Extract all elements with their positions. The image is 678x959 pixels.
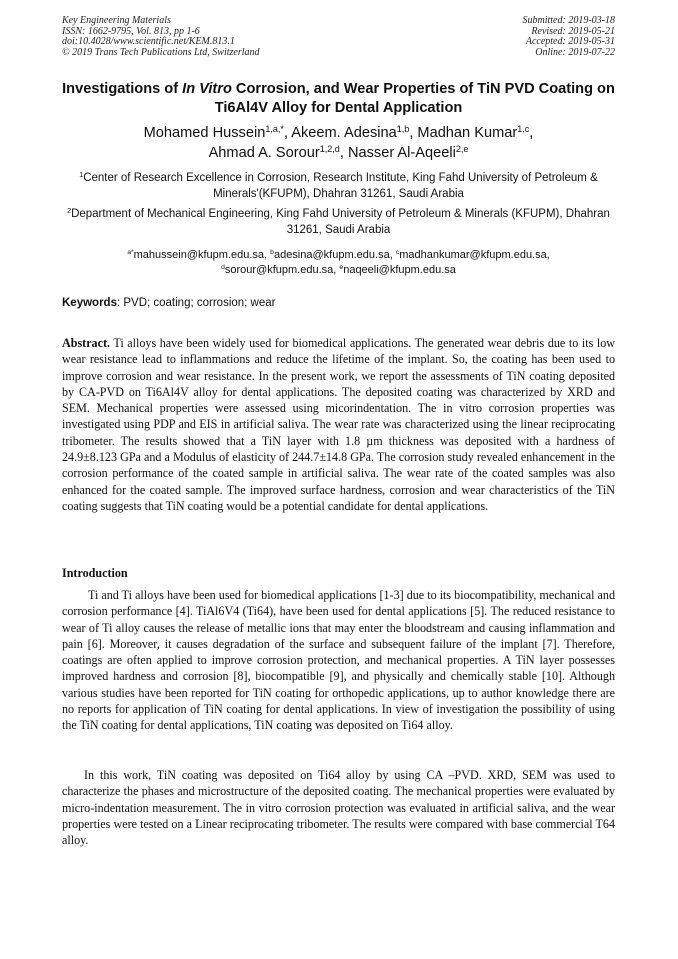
keywords-label: Keywords bbox=[62, 297, 117, 309]
author-name: Nasser Al-Aqeeli bbox=[347, 144, 456, 161]
email-superscript: b bbox=[270, 249, 274, 257]
author-name: Akeem. Adesina bbox=[291, 125, 397, 141]
email-superscript: a* bbox=[127, 249, 134, 257]
author-separator: , bbox=[409, 125, 418, 141]
email-superscript: d bbox=[221, 264, 225, 272]
author-separator: , bbox=[529, 125, 534, 141]
abstract-text: Ti alloys have been widely used for biomedical applications. The generated wear debris due to its low wear resistance lead to inflammations and reduce the lifetime of the implant. So, the coating has been used to improve corrosion and wear resistance. In the present work, we report the assessments of TiN coating deposited by CA-PVD on Ti6Al4V alloy for dental applications. The deposited coating was characterized by XRD and SEM. Mechanical properties were assessed using micorindentation. The in vitro corrosion properties was investigated using PDP and EIS in artificial saliva. The wear rate was characterized using the linear reciprocating tribometer. The results showed that a TiN layer with 1.8 µm thickness was deposited with a hardness of 24.9±8.123 GPa and a Modulus of elasticity of 244.7±14.8 GPa. The corrosion study revealed enhancement in the corrosion performance of the coated sample in artificial saliva. The wear rate of the coated samples was also enhanced for the coated sample. The improved surface hardness, corrosion and wear characteristics of the TiN coating suggests that TiN coating would be a potential candidate for dental applications. bbox=[62, 336, 615, 513]
author-superscript: 1,b bbox=[396, 124, 410, 135]
date-revised: Revised: 2019-05-21 bbox=[531, 25, 615, 37]
journal-doi[interactable]: doi:10.4028/www.scientific.net/KEM.813.1 bbox=[62, 36, 235, 47]
author-list bbox=[62, 124, 615, 163]
keywords bbox=[62, 296, 615, 311]
affiliation-text: Department of Mechanical Engineering, King Fahd University of Petroleum & Minerals (KFUPM), Dhahran 31261, Saudi Arabia bbox=[71, 208, 610, 236]
author-superscript: 1,c bbox=[517, 124, 530, 135]
affiliation-superscript: 1 bbox=[79, 171, 84, 180]
abstract bbox=[62, 335, 615, 514]
title-italic: In Vitro bbox=[182, 81, 232, 97]
affiliation-text: Center of Research Excellence in Corrosion, Research Institute, King Fahd University of Petroleum & Minerals'(KFUPM), Dhahran 31261, Saudi Arabia bbox=[83, 172, 598, 200]
journal-issn: ISSN: 1662-9795, Vol. 813, pp 1-6 bbox=[62, 25, 200, 37]
author-superscript: 2,e bbox=[455, 143, 469, 154]
introduction-paragraph-2: In this work, TiN coating was deposited on Ti64 alloy by using CA –PVD. XRD, SEM was used to characterize the phases and microstructure of the deposited coating. The mechanical properties were evaluated by micro-indentation measurement. The in vitro corrosion protection was evaluated in artificial saliva, and the wear properties were tested on a Linear reciprocating tribometer. The results were compared with base commercial T64 alloy. bbox=[62, 768, 615, 848]
affiliation-superscript: 2 bbox=[67, 207, 72, 216]
author-separator: , bbox=[283, 125, 292, 141]
email-superscript: c bbox=[395, 249, 400, 257]
email-address[interactable]: naqeeli@kfupm.edu.sa bbox=[343, 264, 456, 276]
journal-name: Key Engineering Materials bbox=[62, 15, 171, 26]
title-part-1: Investigations of bbox=[62, 81, 183, 97]
email-superscript: e bbox=[339, 264, 344, 272]
journal-info bbox=[62, 16, 260, 58]
journal-copyright: © 2019 Trans Tech Publications Ltd, Switzerland bbox=[62, 46, 260, 58]
title-part-2: Corrosion, and Wear Properties of TiN PVD Coating on Ti6Al4V Alloy for Dental Application bbox=[214, 81, 615, 116]
date-online: Online: 2019-07-22 bbox=[535, 46, 615, 58]
author-name: Mohamed Hussein bbox=[143, 125, 266, 141]
author-separator: , bbox=[339, 144, 348, 161]
email-address[interactable]: madhankumar@kfupm.edu.sa, bbox=[399, 249, 550, 261]
keywords-text: : PVD; coating; corrosion; wear bbox=[116, 297, 276, 309]
introduction-paragraph-1: Ti and Ti alloys have been used for biomedical applications [1-3] due to its biocompatibility, mechanical and corrosion performance [4]. TiAl6V4 (Ti64), have been used for dental applications [5]. The reduced resistance to wear of Ti alloy causes the release of metallic ions that may enter the bloodstream and causing inflammation and pain [6]. Moreover, it causes degradation of the surface and subsequent failure of the implant [7]. Therefore, coatings are often applied to improve corrosion protection, and mechanical properties. A TiN layer possesses improved hardness and corrosion [8], biocompatible [9], and physically and chemically stable [10]. Although various studies have been reported for TiN coating for orthopedic applications, up to author knowledge there are no reports for application of TiN coating for dental applications. In view of investigation the possibility of using the TiN coating for dental applications, TiN coating was deposited on Ti64 alloy. bbox=[62, 588, 615, 733]
affiliation-2 bbox=[62, 206, 615, 238]
paper-title bbox=[62, 80, 615, 117]
affiliation-1 bbox=[62, 170, 615, 202]
author-name: Madhan Kumar bbox=[417, 125, 518, 141]
email-address[interactable]: adesina@kfupm.edu.sa, bbox=[273, 249, 396, 261]
email-address[interactable]: sorour@kfupm.edu.sa, bbox=[224, 264, 340, 276]
email-address[interactable]: mahussein@kfupm.edu.sa, bbox=[133, 249, 271, 261]
author-superscript: 1,a,* bbox=[265, 124, 284, 135]
introduction-heading: Introduction bbox=[62, 566, 128, 580]
date-submitted: Submitted: 2019-03-18 bbox=[522, 15, 615, 26]
abstract-label: Abstract. bbox=[62, 336, 111, 350]
author-name: Ahmad A. Sorour bbox=[208, 144, 320, 161]
publication-dates bbox=[523, 16, 616, 58]
date-accepted: Accepted: 2019-05-31 bbox=[525, 36, 615, 47]
author-emails bbox=[62, 248, 615, 278]
author-superscript: 1,2,d bbox=[319, 143, 340, 154]
